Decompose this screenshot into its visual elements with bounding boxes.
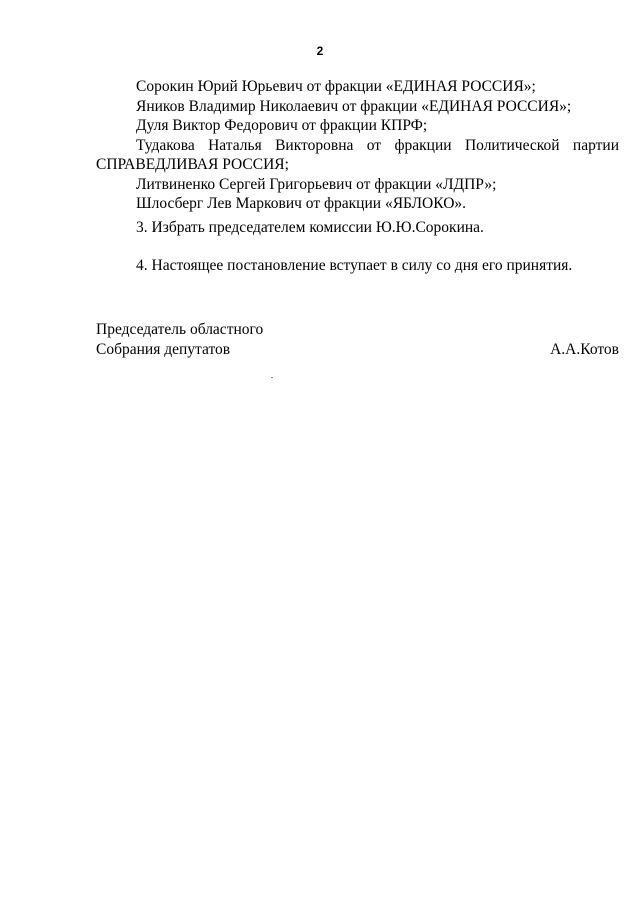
signatory-row xyxy=(96,340,619,360)
member-entry: Сорокин Юрий Юрьевич от фракции «ЕДИНАЯ РОССИЯ»; xyxy=(136,78,536,95)
member-entry: Литвиненко Сергей Григорьевич от фракции «ЛДПР»; xyxy=(136,175,497,193)
member-entry: Яников Владимир Николаевич от фракции «ЕДИНАЯ РОССИЯ»; xyxy=(136,97,572,115)
scan-speck xyxy=(271,377,273,378)
commission-members-list xyxy=(96,77,619,214)
signature-block xyxy=(96,320,619,359)
member-entry: Дуля Виктор Федорович от фракции КПРФ; xyxy=(136,117,428,134)
member-entry: Тудакова Наталья Викторовна от фракции Политической партии СПРАВЕДЛИВАЯ РОССИЯ; xyxy=(96,136,619,173)
page-number: 2 xyxy=(316,44,324,58)
paragraph-3: 3. Избрать председателем комиссии Ю.Ю.Сорокина. xyxy=(136,219,484,236)
signatory-name: А.А.Котов xyxy=(550,340,619,358)
signatory-title-line-2: Собрания депутатов xyxy=(96,340,231,358)
signatory-title-line-1: Председатель областного xyxy=(96,321,264,338)
paragraph-4: 4. Настоящее постановление вступает в силу со дня его принятия. xyxy=(136,257,573,274)
member-entry: Шлосберг Лев Маркович от фракции «ЯБЛОКО». xyxy=(136,195,467,212)
